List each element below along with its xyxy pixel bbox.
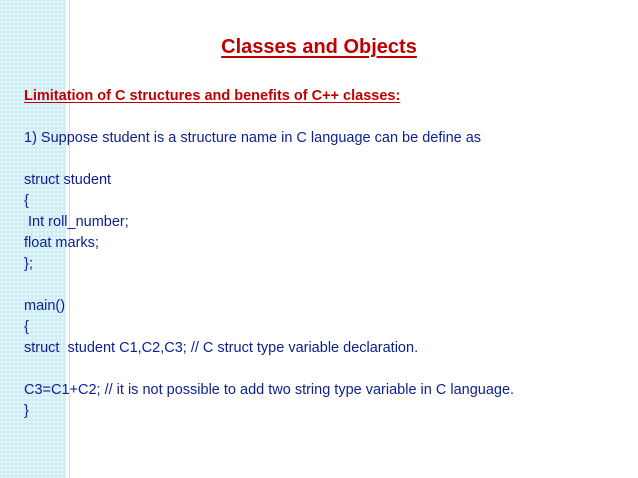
code-line: struct student C1,C2,C3; // C struct type variable declaration. (24, 340, 419, 356)
code-line: { (24, 319, 29, 335)
blank-line (24, 359, 624, 380)
code-line: struct student (24, 172, 112, 188)
text-line: 1) Suppose student is a structure name in C language can be define as (24, 130, 482, 146)
subheading: Limitation of C structures and benefits of C++ classes: (24, 88, 401, 104)
code-line: Int roll_number; (24, 214, 129, 230)
slide-body (24, 86, 624, 422)
code-line: float marks; (24, 235, 99, 251)
code-line: } (24, 403, 29, 419)
blank-line (24, 149, 624, 170)
code-line: { (24, 193, 29, 209)
code-line: main() (24, 298, 66, 314)
blank-line (24, 107, 624, 128)
blank-line (24, 275, 624, 296)
code-line: C3=C1+C2; // it is not possible to add two string type variable in C language. (24, 382, 515, 398)
slide-title: Classes and Objects (221, 36, 417, 58)
code-line: }; (24, 256, 33, 272)
